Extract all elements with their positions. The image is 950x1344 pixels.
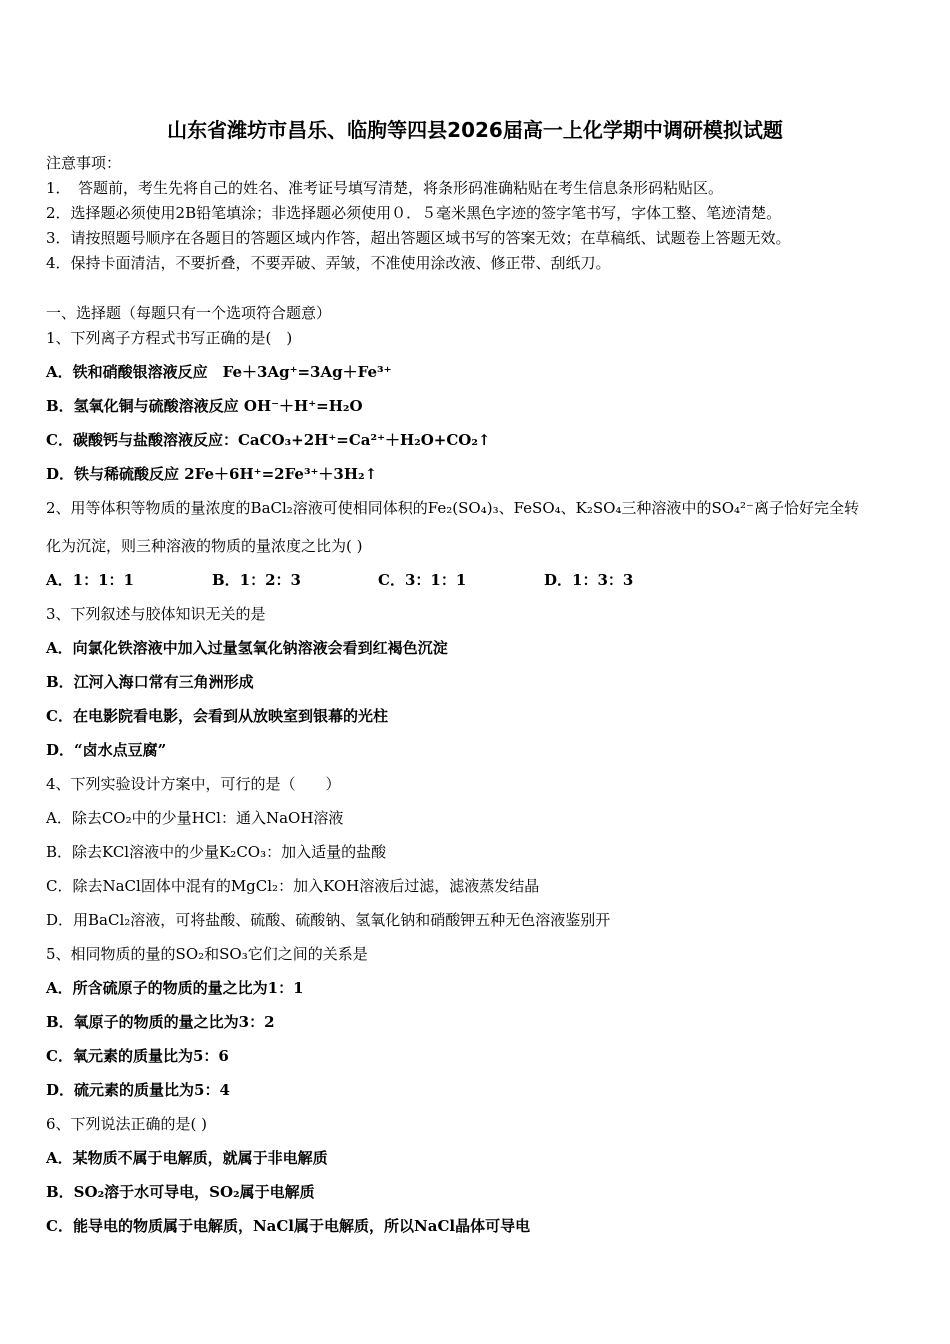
question-stem: 6、下列说法正确的是( ) (46, 1115, 208, 1133)
option: B．除去KCl溶液中的少量K₂CO₃：加入适量的盐酸 (46, 843, 387, 861)
options-row (46, 569, 710, 590)
question-stem: 5、相同物质的量的SO₂和SO₃它们之间的关系是 (46, 945, 368, 963)
option: B．1：2：3 (212, 571, 301, 589)
option: C．氧元素的质量比为5：6 (46, 1047, 229, 1065)
question-stem: 4、下列实验设计方案中，可行的是（ ） (46, 775, 341, 793)
notice-item: 4．保持卡面清洁，不要折叠，不要弄破、弄皱，不准使用涂改液、修正带、刮纸刀。 (46, 254, 611, 272)
option: A．所含硫原子的物质的量之比为1：1 (46, 979, 304, 997)
section-heading: 一、选择题（每题只有一个选项符合题意） (46, 304, 332, 322)
option: C．能导电的物质属于电解质，NaCl属于电解质，所以NaCl晶体可导电 (46, 1217, 531, 1235)
option: D．铁与稀硫酸反应 2Fe＋6H⁺=2Fe³⁺＋3H₂↑ (46, 465, 378, 483)
question-stem: 2、用等体积等物质的量浓度的BaCl₂溶液可使相同体积的Fe₂(SO₄)₃、FeSO₄、K₂SO₄三种溶液中的SO₄²⁻离子恰好完全转 (46, 499, 859, 517)
option: D．硫元素的质量比为5：4 (46, 1081, 230, 1099)
question-stem: 3、下列叙述与胶体知识无关的是 (46, 605, 266, 623)
page-title: 山东省潍坊市昌乐、临朐等四县2026届高一上化学期中调研模拟试题 (167, 118, 783, 142)
option: C．碳酸钙与盐酸溶液反应：CaCO₃+2H⁺=Ca²⁺＋H₂O+CO₂↑ (46, 431, 491, 449)
option: B．SO₂溶于水可导电，SO₂属于电解质 (46, 1183, 315, 1201)
option: D．1：3：3 (544, 571, 634, 589)
option: D．用BaCl₂溶液，可将盐酸、硫酸、硫酸钠、氢氧化钠和硝酸钾五种无色溶液鉴别开 (46, 911, 611, 929)
option: B．氢氧化铜与硫酸溶液反应 OH⁻＋H⁺=H₂O (46, 397, 363, 415)
question-stem-cont: 化为沉淀，则三种溶液的物质的量浓度之比为( ) (46, 537, 363, 555)
option: B．江河入海口常有三角洲形成 (46, 673, 254, 691)
notice-item: 1． 答题前，考生先将自己的姓名、准考证号填写清楚，将条形码准确粘贴在考生信息条形码粘贴区。 (46, 179, 724, 197)
notice-heading: 注意事项： (46, 154, 122, 172)
option: D．“卤水点豆腐” (46, 741, 167, 759)
option: C．除去NaCl固体中混有的MgCl₂：加入KOH溶液后过滤，滤液蒸发结晶 (46, 877, 540, 895)
option: A．某物质不属于电解质，就属于非电解质 (46, 1149, 328, 1167)
notice-item: 2．选择题必须使用2B铅笔填涂；非选择题必须使用０．５毫米黑色字迹的签字笔书写，字体工整、笔迹清楚。 (46, 204, 782, 222)
option: A．除去CO₂中的少量HCl：通入NaOH溶液 (46, 809, 344, 827)
option: A．向氯化铁溶液中加入过量氢氧化钠溶液会看到红褐色沉淀 (46, 639, 448, 657)
notice-item: 3．请按照题号顺序在各题目的答题区域内作答，超出答题区域书写的答案无效；在草稿纸、试题卷上答题无效。 (46, 229, 791, 247)
option: A．铁和硝酸银溶液反应 Fe＋3Ag⁺=3Ag＋Fe³⁺ (46, 363, 392, 381)
option: C．3：1：1 (378, 571, 467, 589)
question-stem: 1、下列离子方程式书写正确的是( ) (46, 329, 293, 347)
option: B．氧原子的物质的量之比为3：2 (46, 1013, 275, 1031)
option: C．在电影院看电影，会看到从放映室到银幕的光柱 (46, 707, 388, 725)
option: A．1：1：1 (46, 571, 134, 589)
